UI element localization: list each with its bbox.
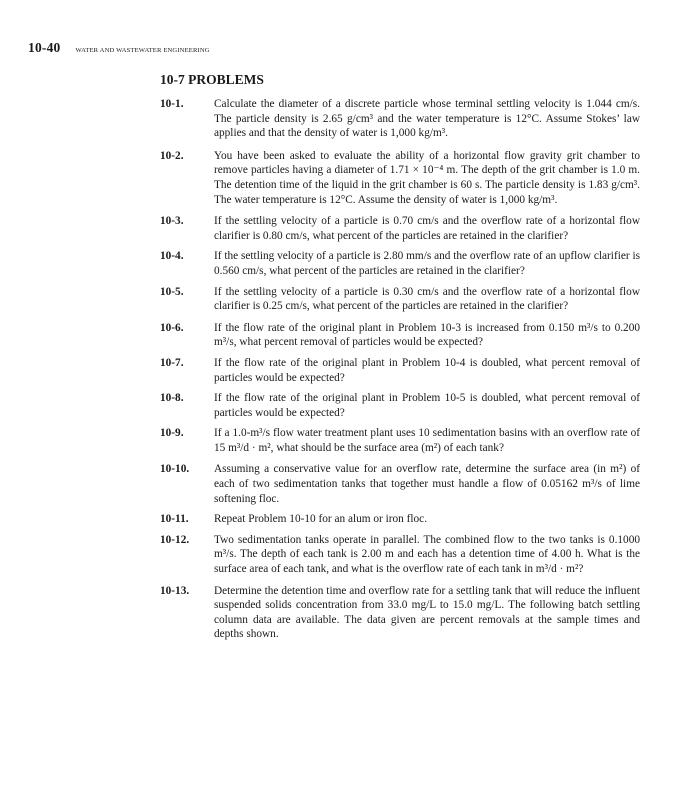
problem-item (160, 584, 640, 642)
problem-text: You have been asked to evaluate the ability of a horizontal flow gravity grit chamber to remove particles having a diameter of 1.71 × 10⁻⁴ m. The depth of the grit chamber is 1.0 m. The detention time of the liquid in the grit chamber is 60 s. The particle density is 1.83 g/cm³. The water temperature is 12°C. Assume the density of water is 1,000 kg/m³. (214, 149, 640, 206)
problem-text: If the flow rate of the original plant in Problem 10-4 is doubled, what percent removal of particles would be expected? (214, 356, 640, 384)
problem-number: 10-12. (160, 533, 190, 546)
problem-item (160, 285, 640, 314)
problem-text: If the settling velocity of a particle is 0.30 cm/s and the overflow rate of a horizontal flow clarifier is 0.25 cm/s, what percent of the particles are retained in the clarifier? (214, 285, 640, 313)
problem-item (160, 321, 640, 350)
problem-text: Determine the detention time and overflow rate for a settling tank that will reduce the influent suspended solids concentration from 33.0 mg/L to 15.0 mg/L. The following batch settling column data are available. The data given are percent removals at the sample times and depths shown. (214, 584, 640, 641)
problem-text: Two sedimentation tanks operate in parallel. The combined flow to the two tanks is 0.1000 m³/s. The depth of each tank is 2.00 m and each has a detention time of 4.00 h. What is the surface area of each tank, and what is the overflow rate of each tank in m³/d · m²? (214, 533, 640, 576)
problem-number: 10-3. (160, 215, 184, 228)
problem-text: If the flow rate of the original plant in Problem 10-3 is increased from 0.150 m³/s to 0.200 m³/s, what percent removal of particles would be expected? (214, 321, 640, 349)
problem-text: Repeat Problem 10-10 for an alum or iron floc. (214, 513, 428, 526)
problem-item (160, 214, 640, 243)
problem-item (160, 426, 640, 455)
problem-item (160, 462, 640, 506)
problem-item (160, 97, 640, 141)
problem-text: Calculate the diameter of a discrete particle whose terminal settling velocity is 1.044 cm/s. The particle density is 2.65 g/cm³ and the water temperature is 12°C. Assume Stokes’ law applies and that the density of water is 1,000 kg/m³. (214, 98, 640, 140)
problem-text: If a 1.0-m³/s flow water treatment plant uses 10 sedimentation basins with an overflow rate of 15 m³/d · m², what should be the surface area (m²) of each tank? (214, 427, 640, 454)
problem-list (160, 97, 640, 642)
problem-number: 10-9. (160, 427, 184, 440)
section-title: 10-7 PROBLEMS (160, 72, 264, 87)
problem-item (160, 249, 640, 278)
problem-number: 10-4. (160, 250, 184, 263)
problem-text: If the flow rate of the original plant in Problem 10-5 is doubled, what percent removal of particles would be expected? (214, 392, 640, 419)
problem-number: 10-7. (160, 356, 184, 369)
problem-number: 10-5. (160, 285, 184, 298)
problem-number: 10-1. (160, 98, 184, 110)
problem-item (160, 391, 640, 420)
problem-text: If the settling velocity of a particle is 2.80 mm/s and the overflow rate of an upflow clarifier is 0.560 cm/s, what percent of the particles are retained in the clarifier? (214, 250, 640, 277)
problem-item (160, 512, 640, 527)
problem-number: 10-13. (160, 584, 190, 597)
problem-number: 10-8. (160, 392, 184, 405)
problem-number: 10-2. (160, 149, 184, 162)
problem-item (160, 533, 640, 577)
problem-number: 10-6. (160, 321, 184, 334)
problem-text: Assuming a conservative value for an overflow rate, determine the surface area (in m²) of each of two sedimentation tanks that together must handle a flow of 0.05162 m³/s of lime softening floc. (214, 463, 640, 505)
problem-item (160, 149, 640, 207)
problem-number: 10-11. (160, 513, 189, 526)
running-head: WATER AND WASTEWATER ENGINEERING (75, 47, 210, 54)
problem-item (160, 356, 640, 385)
problem-text: If the settling velocity of a particle is 0.70 cm/s and the overflow rate of a horizontal flow clarifier is 0.80 cm/s, what percent of the particles are retained in the clarifier? (214, 215, 640, 242)
page-number: 10-40 (28, 40, 61, 55)
problem-number: 10-10. (160, 463, 190, 476)
page-header (28, 40, 210, 56)
